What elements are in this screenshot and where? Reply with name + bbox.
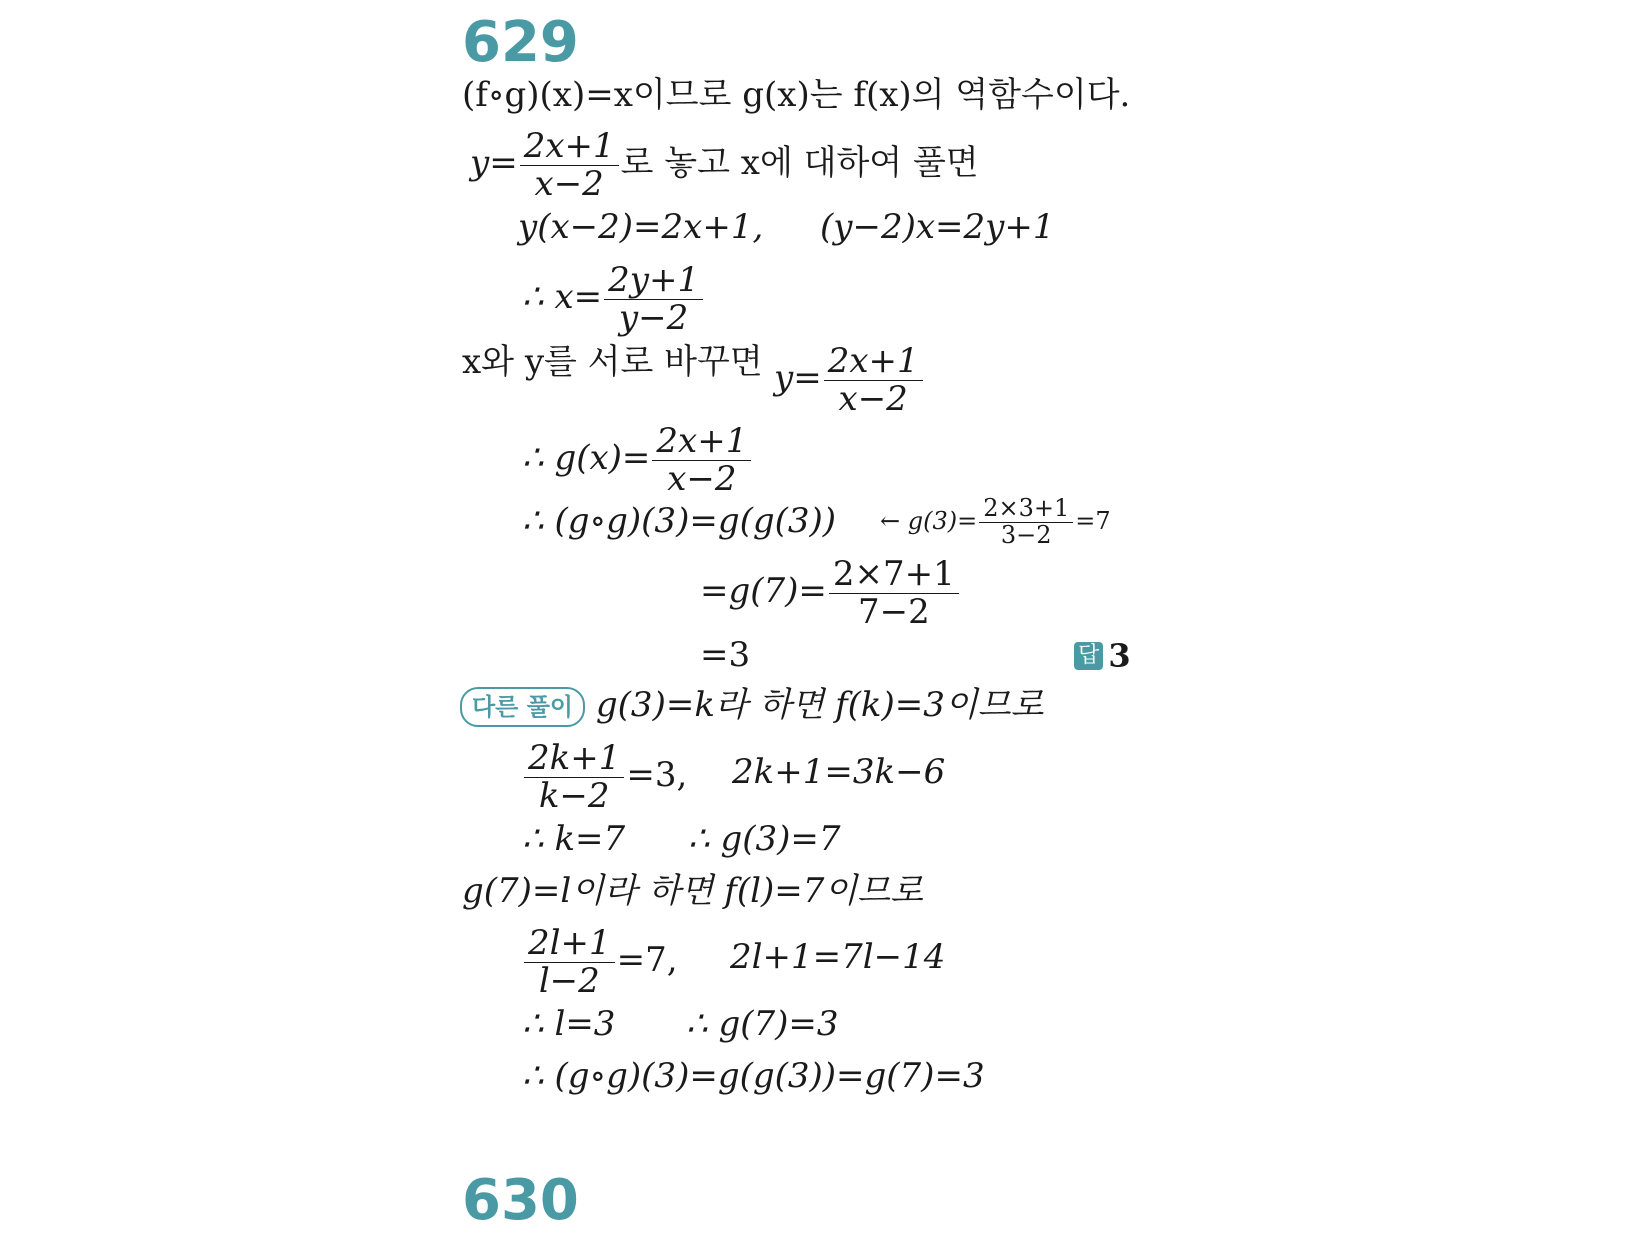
- alt-line-3b: ∴ g(3)=7: [688, 819, 841, 859]
- y-eq: y=: [470, 143, 518, 184]
- fraction-numerator: 2x+1: [520, 128, 619, 166]
- solution-line-7: ∴ (g∘g)(3)=g(g(3)): [522, 501, 837, 541]
- solution-line-3a: y(x−2)=2x+1,: [518, 207, 764, 247]
- alt-line-2: [522, 740, 687, 814]
- answer-badge: 답: [1074, 642, 1103, 670]
- y-eq: y=: [774, 358, 822, 399]
- fraction: [520, 128, 619, 202]
- fraction-denominator: x−2: [667, 458, 737, 499]
- gx-eq: ∴ g(x)=: [522, 438, 651, 479]
- alt-line-3a: ∴ k=7: [522, 819, 626, 859]
- alt-solution-badge: 다른 풀이: [460, 687, 585, 727]
- fraction-numerator: 2x+1: [652, 423, 751, 461]
- solution-line-9: =3: [700, 635, 751, 675]
- alt-line-6b: ∴ g(7)=3: [686, 1004, 839, 1044]
- fraction-numerator: 2x+1: [824, 343, 923, 381]
- solution-line-5-eq: [774, 343, 925, 417]
- solution-line-3b: (y−2)x=2y+1: [820, 207, 1055, 247]
- problem-number: 629: [462, 10, 579, 75]
- alt-line-2b: 2k+1=3k−6: [732, 752, 946, 792]
- fraction: [829, 556, 959, 630]
- fraction-denominator: k−2: [538, 775, 610, 816]
- fraction-numerator: 2×3+1: [979, 496, 1073, 523]
- note-fraction: [979, 496, 1073, 549]
- fraction: [652, 423, 751, 497]
- note-lhs: ← g(3)=: [880, 506, 978, 535]
- x-eq: ∴ x=: [522, 277, 603, 318]
- answer: [1074, 636, 1131, 675]
- fraction-rhs: =3,: [626, 755, 688, 796]
- fraction-denominator: 3−2: [1000, 520, 1052, 549]
- alt-line-4: g(7)=l이라 하면 f(l)=7이므로: [462, 871, 923, 911]
- alt-line-5: [522, 925, 678, 999]
- fraction-denominator: l−2: [538, 960, 600, 1001]
- fraction-numerator: 2l+1: [524, 925, 615, 963]
- line-text: g(3)=k라 하면 f(k)=3이므로: [595, 685, 1044, 725]
- fraction-denominator: x−2: [534, 163, 604, 204]
- solution-line-4: [522, 262, 705, 336]
- alt-line-5b: 2l+1=7l−14: [730, 937, 946, 977]
- fraction: [524, 740, 624, 814]
- fraction-numerator: 2×7+1: [829, 556, 959, 594]
- alt-line-7: ∴ (g∘g)(3)=g(g(3))=g(7)=3: [522, 1056, 985, 1096]
- g7-eq: =g(7)=: [700, 571, 827, 612]
- fraction-denominator: x−2: [838, 378, 908, 419]
- solution-line-8: [700, 556, 961, 630]
- solution-line-5: [462, 343, 763, 381]
- fraction-numerator: 2y+1: [604, 262, 703, 300]
- alt-line-6a: ∴ l=3: [522, 1004, 616, 1044]
- solution-line-2: [470, 128, 979, 202]
- fraction-denominator: 7−2: [857, 591, 930, 632]
- next-problem-number: 630: [462, 1168, 579, 1233]
- note-rhs: =7: [1075, 506, 1111, 535]
- side-note: [880, 496, 1111, 549]
- fraction: [604, 262, 703, 336]
- solution-line-1: (f∘g)(x)=x이므로 g(x)는 f(x)의 역함수이다.: [462, 75, 1131, 115]
- fraction: [824, 343, 923, 417]
- line-text: 로 놓고 x에 대하여 풀면: [620, 143, 979, 184]
- solution-line-6: [522, 423, 753, 497]
- fraction-denominator: y−2: [618, 297, 689, 338]
- fraction-numerator: 2k+1: [524, 740, 624, 778]
- fraction: [524, 925, 615, 999]
- fraction-rhs: =7,: [616, 940, 678, 981]
- alt-line-1: [460, 686, 1043, 727]
- answer-value: 3: [1108, 636, 1131, 675]
- line-text: x와 y를 서로 바꾸면: [462, 342, 763, 382]
